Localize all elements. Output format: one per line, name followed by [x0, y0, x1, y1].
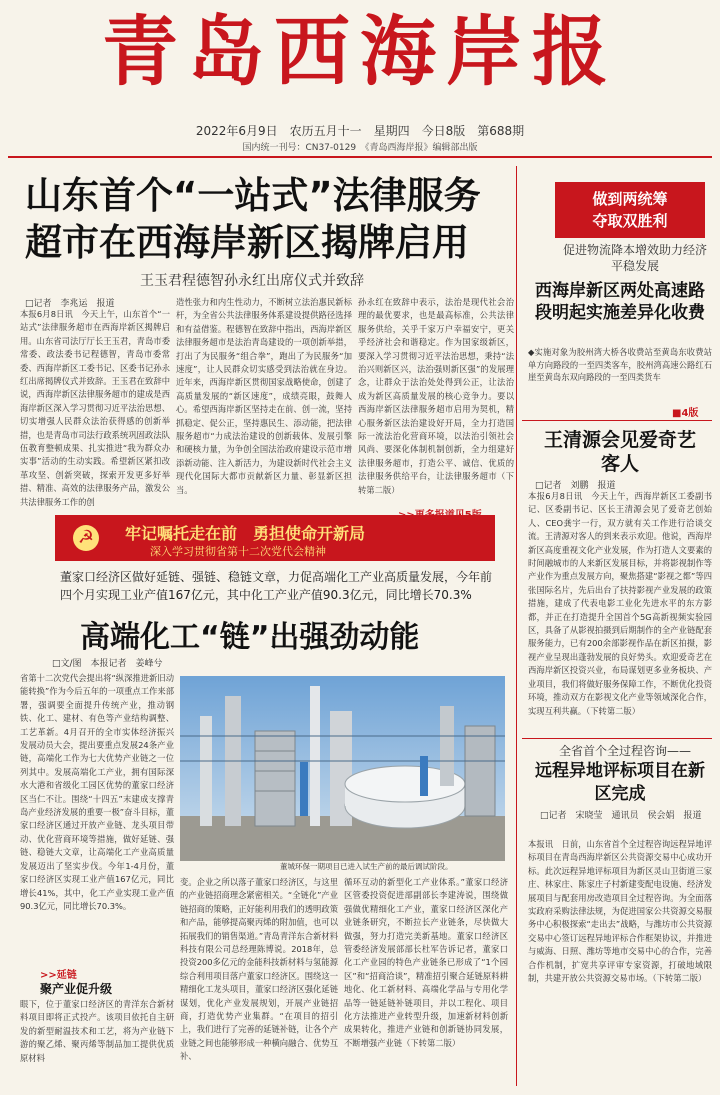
- masthead-rule: [8, 156, 712, 158]
- right-story1-body: 本报6月8日讯 今天上午，西海岸新区工委副书记、区委副书记、区长王清源会见了爱奇艺创始人、CEO龚宇一行，双方就有关工作进行洽谈交流。王清源对客人的到来表示欢迎。他说，西海岸新区高度重视文化产业发展，作为打造人文要素的时间融城市的人来新区发展目标，并将影视制作等产业作为重点发展方向，聚焦搭建“影视之都”等四张国际名片，先后出台了扶持影视产业发展的政策措施，建成了代表电影工业化先进水平的东方影都，并正在打造提升全国首个5G高新视频实验园区，具备了从影视拍摄到后期制作的全产业链配套服务能力，已有200余部影视作品在新区拍摄，影视产业呈现出蓬勃发展的良好势头。欢迎爱奇艺在西海岸新区投资兴业，布局谋划更多业务板块、产业项目，我们将做好服务保障工作，不断优化投资环境，推动双方在影视文化产业等领域深化合作，实现互利共赢。（下转第二版）: [528, 491, 712, 716]
- second-story-column-2: 变。企业之所以落子董家口经济区，与这里的产业链招商理念紧密相关。“全链化”产业链招商的策略，正好能利用我们的透明政策和产品，能够提高聚丙烯的附加值，也可以拓展我们的销售渠道。”青岛青洋东合新材料科技有限公司总经理陈博说。2018年，总投资200多亿元的金能科技新材料与氢能源综合利用项目落户董家口经济区。围绕这一精细化工龙头项目，董家口经济区强化延链谋划，优化产业发展规划，开展产业链招商，打造优势产业集群。“在项目的招引上，我们进行了完善的延链补链，让各个产业链之间也能够形成一种横向融合、优势互补、: [180, 877, 338, 1062]
- slogan-line2: 夺取双胜利: [592, 212, 668, 230]
- column-divider: [516, 166, 517, 1086]
- lead-column-2: 造性张力和内生性动力，不断树立法治惠民新标杆，为全省公共法律服务体系建设提供路径选择和有益借鉴。程德智在致辞中指出，西海岸新区法律服务超市是法治青岛建设的一项创新举措，打出了为民服务“组合拳”，跑出了为民服务“加速度”，让人民群众切实感受到法治就在身边。近年来，西海岸新区贯彻国家战略使命，创建了高质量发展的“新区速度”，成绩亮眼，鼓舞人心。希望西海岸新区坚持走在前、创一流，坚持抓稳定、促公正，坚持惠民生、添动能，把法律服务超市“力成法治建设的创新载体、发展引擎和硬核力量，为争创全国法治政府建设示范市增添新动能、注入新活力，为建设新时代社会主义现代化国际大都市贡献新区力量、彰显新区担当。: [176, 297, 352, 494]
- chemical-plant-illustration: [180, 676, 505, 861]
- second-story-column-3: 循环互动的新型化工产业体系。”董家口经济区管委投资促进部副部长李建涛说，围绕做强做优精细化工产业，董家口经济区深化产业链条研究，不断拉长产业链条，尽快做大做强，努力打造完美新基地。董家口经济区管委经济发展部部长杜军告诉记者，董家口化工产业园的特色产业链条已形成了“1个园区”和“招商洽谈”，精准招引聚合延链原料耕地化、化工新材料、高端化学品与专用化学品等一链延链补链项目，并以工程化、项目化方法推进产业转型升级，加速新材料创新成果转化，推进产业链和创新链协同发展，不断增强产业链（下转第二版）: [344, 877, 508, 1048]
- right-top-summary: ◆实施对象为胶州湾大桥各收费站至黄岛东收费站单方向路段的一至四类客车，胶州湾高速公路红石崖至黄岛东双向路段的一至四类货车: [528, 347, 712, 382]
- second-story-headline: 高端化工“链”出强劲动能: [80, 620, 420, 655]
- page-4-ref[interactable]: ■4版: [672, 408, 699, 419]
- party-emblem-icon: ☭: [73, 525, 99, 551]
- second-story-byline: □文/图 本报记者 姜峰兮: [52, 659, 163, 669]
- right-divider-1: [522, 420, 712, 421]
- lead-column-1: 本报6月8日讯 今天上午，山东首个“一站式”法律服务超市在西海岸新区揭牌启用。山东省司法厅厅长王玉君，青岛市委常委、政法委书记程德智，青岛市委常委、西海岸新区工委书记、区委书记孙永红出席揭牌仪式并致辞。王玉君在致辞中说，西海岸新区法律服务超市的建成是西海岸新区深入学习贯彻习近平法治思想、切实增强人民群众法治获得感的创新举措，也是青岛市司法行政系统巩固政法队伍教育整顿成果、扎实推进“我为群众办实事”活动的生动实践。希望新区紧扣改革攻坚、创新突破，探索开发更多好举措、精准、高效的法律服务产品，激发公共法律服务工作的创: [20, 309, 170, 506]
- second-story-column-1b: 眼下，位于董家口经济区的青洋东合新材料项目即将正式投产。该项目依托自主研发的新型耐温技术和工艺，将为产业链下游的聚乙烯、聚丙烯等制品加工提供优质原材料: [20, 999, 174, 1063]
- registration-line: 国内统一刊号：CN37-0129 《青岛西海岸报》编辑部出版: [242, 143, 478, 153]
- right-story2-kicker: 全省首个全过程咨询——: [558, 744, 691, 758]
- right-story1-headline: 王清源会见爱奇艺客人: [543, 429, 696, 475]
- second-story-column-1: 省第十二次党代会提出将“纵深推进新旧动能转换”作为今后五年的一项重点工作来部署，强调要全面提升传统产业，推动钢铁、化工、建材、有色等产业结构调整、工艺革新。4月召开的全市实体经济振兴发展动员大会，提出要重点发展24条产业链，高端化工作为七大优势产业链之一位列其中。发展高端化工产业，拥有国际深水大港和省级化工园区优势的董家口经济区当仁不让。围绕“十四五”末建成支撑青岛产业经济发展的重要一极”奋斗目标，董家口经济区通过开放产业链、龙头项目带动、优化营商环境等措施，做好延链、强链、稳链大文章，让高端化工产业高质量发展迈出了坚实步伐。今年1-4月份，董家口经济区实现工业产值167亿元，同比增长41%，其中，化工产业实现工业产值90.3亿元，同比增长70.3%。: [20, 673, 174, 911]
- chemical-plant-photo: [180, 676, 505, 861]
- party-banner: [55, 515, 495, 561]
- right-top-headline: 西海岸新区两处高速路段明起实施差异化收费: [535, 281, 705, 323]
- second-story-lead: 董家口经济区做好延链、强链、稳链文章，力促高端化工产业高质量发展，今年前四个月实现工业产值167亿元，其中化工产业产值90.3亿元，同比增长70.3%: [60, 570, 493, 602]
- photo-caption: 董城环保一期项目已进入试生产前的最后调试阶段。: [280, 862, 453, 871]
- right-story1-byline: □记者 刘鹏 报道: [535, 481, 616, 491]
- lead-byline: □记者 李兆运 报道: [25, 299, 115, 309]
- right-divider-2: [522, 738, 712, 739]
- banner-line1: 牢记嘱托走在前 勇担使命开新局: [125, 524, 366, 543]
- lead-headline-line1: 山东首个“一站式”法律服务: [25, 174, 481, 217]
- slogan-box: [555, 182, 705, 238]
- banner-line2: 深入学习贯彻省第十二次党代会精神: [150, 545, 326, 558]
- section-title: 聚产业促升级: [40, 982, 113, 996]
- masthead-title: 青岛西海岸报: [102, 7, 618, 96]
- date-line: 2022年6月9日 农历五月十一 星期四 今日8版 第688期: [195, 124, 525, 138]
- lead-headline: [25, 172, 505, 266]
- lead-column-3: 孙永红在致辞中表示，法治是现代社会治理的最优要求，也是最高标准，公共法律服务供给，关乎千家万户幸福安宁，更关乎经济社会和谐稳定。作为国家级新区，要深入学习贯彻习近平法治思想，秉持“法治兴则新区兴，法治强则新区强”的发展理念，让群众于法治处处得到公正，让法治成为新区高质量发展的核心竞争力。要以西海岸新区法律服务超市启用为契机，精心服务新区法治建设好开局，全力打造国际一流法治化营商环境，以法治引领社会风尚、要深化体制机制创新，全力组建好法律服务超市，打造公平、诚信、优质的法律服务供给平台，让法律服务超市（下转第二版）: [358, 297, 514, 495]
- lead-headline-line2: 超市在西海岸新区揭牌启用: [25, 221, 469, 264]
- lead-subhead: 王玉君程德智孙永红出席仪式并致辞: [140, 273, 364, 289]
- right-story2-headline: 远程异地评标项目在新区完成: [535, 761, 705, 804]
- right-story2-body: 本报讯 日前，山东省首个全过程咨询远程异地评标项目在青岛西海岸新区公共资源交易中心成功开标。此次远程异地评标项目为新区灵山卫街道三家庄、林家庄、陈家庄子村新建变配电设施、经济发展项目与配套用房改造项目全过程咨询。为全面落实政府采购法律法规，为促进国家公共资源交易服务中心积极探索“走出去”战略，与潍坊市公共资源交易中心签订远程异地评标合作框架协议，并推进与威海、日照、潍坊等地市交易中心的合作，完善合作机制，扩宽共享评审专家资源，打破地域限制，共建开放公共资源交易市场。（下转第二版）: [528, 839, 712, 984]
- right-story2-byline: □记者 宋晓莹 通讯员 侯会娟 报道: [540, 811, 702, 821]
- section-label: >>延链: [40, 970, 77, 981]
- slogan-line1: 做到两统筹: [592, 190, 668, 208]
- right-top-kicker: 促进物流降本增效助力经济平稳发展: [562, 243, 707, 273]
